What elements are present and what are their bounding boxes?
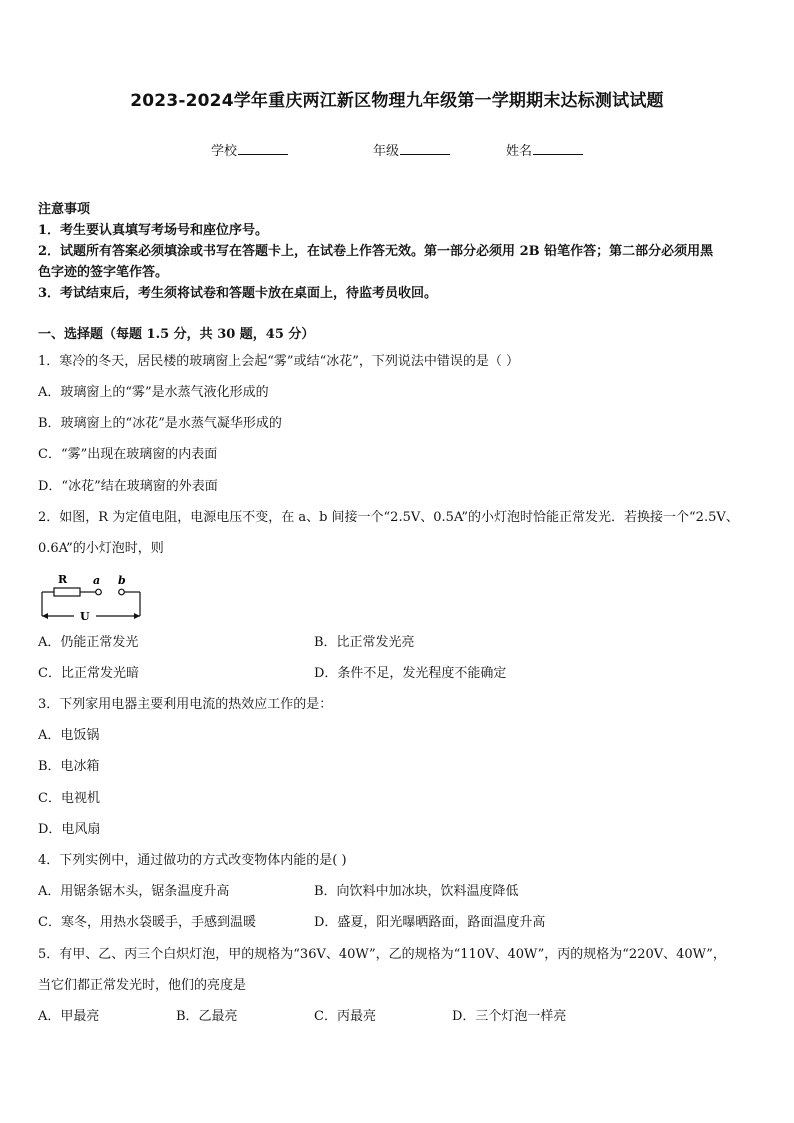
question-option: A．玻璃窗上的“雾”是水蒸气液化形成的 xyxy=(38,385,269,400)
question-option: A．电饭锅 xyxy=(38,728,100,743)
question-option: A．用锯条锯木头，锯条温度升高 xyxy=(38,884,230,899)
name-label: 姓名 xyxy=(506,144,533,159)
question-option: B．向饮料中加冰块，饮料温度降低 xyxy=(314,884,519,899)
note-item: 1．考生要认真填写考场号和座位序号。 xyxy=(38,223,269,238)
question-stem: 5．有甲、乙、丙三个白炽灯泡，甲的规格为“36V、40W”，乙的规格为“110V、40W”，丙的规格为“220V、40W”， xyxy=(38,947,726,962)
question-option: D．盛夏，阳光曝晒路面，路面温度升高 xyxy=(314,915,546,930)
name-blank xyxy=(533,141,583,155)
question-stem-continued: 当它们都正常发光时，他们的亮度是 xyxy=(38,978,247,993)
circuit-diagram xyxy=(38,572,148,624)
question-option: D．电风扇 xyxy=(38,822,101,837)
grade-blank xyxy=(400,141,450,155)
question-option: B．比正常发光亮 xyxy=(314,635,415,650)
question-option: C．电视机 xyxy=(38,791,100,806)
note-item: 3．考试结束后，考生须将试卷和答题卡放在桌面上，待监考员收回。 xyxy=(38,286,438,301)
question-stem: 4．下列实例中，通过做功的方式改变物体内能的是( ) xyxy=(38,853,347,868)
question-option: B．电冰箱 xyxy=(38,759,100,774)
grade-field xyxy=(373,140,450,159)
name-field xyxy=(506,140,583,159)
question-option: C．寒冬，用热水袋暖手，手感到温暖 xyxy=(38,915,256,930)
terminal-b-label: b xyxy=(118,574,126,587)
notes-heading: 注意事项 xyxy=(38,202,91,217)
question-stem: 1．寒冷的冬天，居民楼的玻璃窗上会起“雾”或结“冰花”，下列说法中错误的是（ ） xyxy=(38,354,519,369)
question-option: B．玻璃窗上的“冰花”是水蒸气凝华形成的 xyxy=(38,416,282,431)
question-option: D．三个灯泡一样亮 xyxy=(452,1009,567,1024)
terminal-a-label: a xyxy=(93,574,101,587)
resistor-symbol xyxy=(54,588,80,596)
note-item: 2．试题所有答案必须填涂或书写在答题卡上，在试卷上作答无效。第一部分必须用 2B 铅笔作答；第二部分必须用黑 xyxy=(38,244,714,259)
terminal-a xyxy=(96,589,102,595)
question-option: C．丙最亮 xyxy=(314,1009,376,1024)
question-option: A．甲最亮 xyxy=(38,1009,100,1024)
note-item: 色字迹的签字笔作答。 xyxy=(38,265,169,280)
voltage-arrow-left xyxy=(42,613,48,619)
question-option: A．仍能正常发光 xyxy=(38,635,139,650)
question-option: B．乙最亮 xyxy=(176,1009,238,1024)
voltage-arrow-right xyxy=(134,613,140,619)
resistor-label: R xyxy=(58,573,68,586)
exam-title: 2023-2024学年重庆两江新区物理九年级第一学期期末达标测试试题 xyxy=(130,91,664,111)
voltage-label: U xyxy=(80,610,90,623)
question-option: D．条件不足，发光程度不能确定 xyxy=(314,666,507,681)
question-stem-continued: 0.6A”的小灯泡时，则 xyxy=(38,541,164,556)
school-blank xyxy=(238,141,288,155)
question-option: D．“冰花”结在玻璃窗的外表面 xyxy=(38,479,218,494)
school-label: 学校 xyxy=(211,144,238,159)
section-heading: 一、选择题（每题 1.5 分，共 30 题，45 分） xyxy=(38,327,315,342)
question-stem: 2．如图，R 为定值电阻，电源电压不变，在 a、b 间接一个“2.5V、0.5A”的小灯泡时恰能正常发光．若换接一个“2.5V、 xyxy=(38,510,739,525)
terminal-b xyxy=(119,589,125,595)
question-stem: 3．下列家用电器主要利用电流的热效应工作的是： xyxy=(38,697,333,712)
question-option: C．比正常发光暗 xyxy=(38,666,139,681)
question-option: C．“雾”出现在玻璃窗的内表面 xyxy=(38,447,218,462)
school-field xyxy=(211,140,288,159)
grade-label: 年级 xyxy=(373,144,400,159)
